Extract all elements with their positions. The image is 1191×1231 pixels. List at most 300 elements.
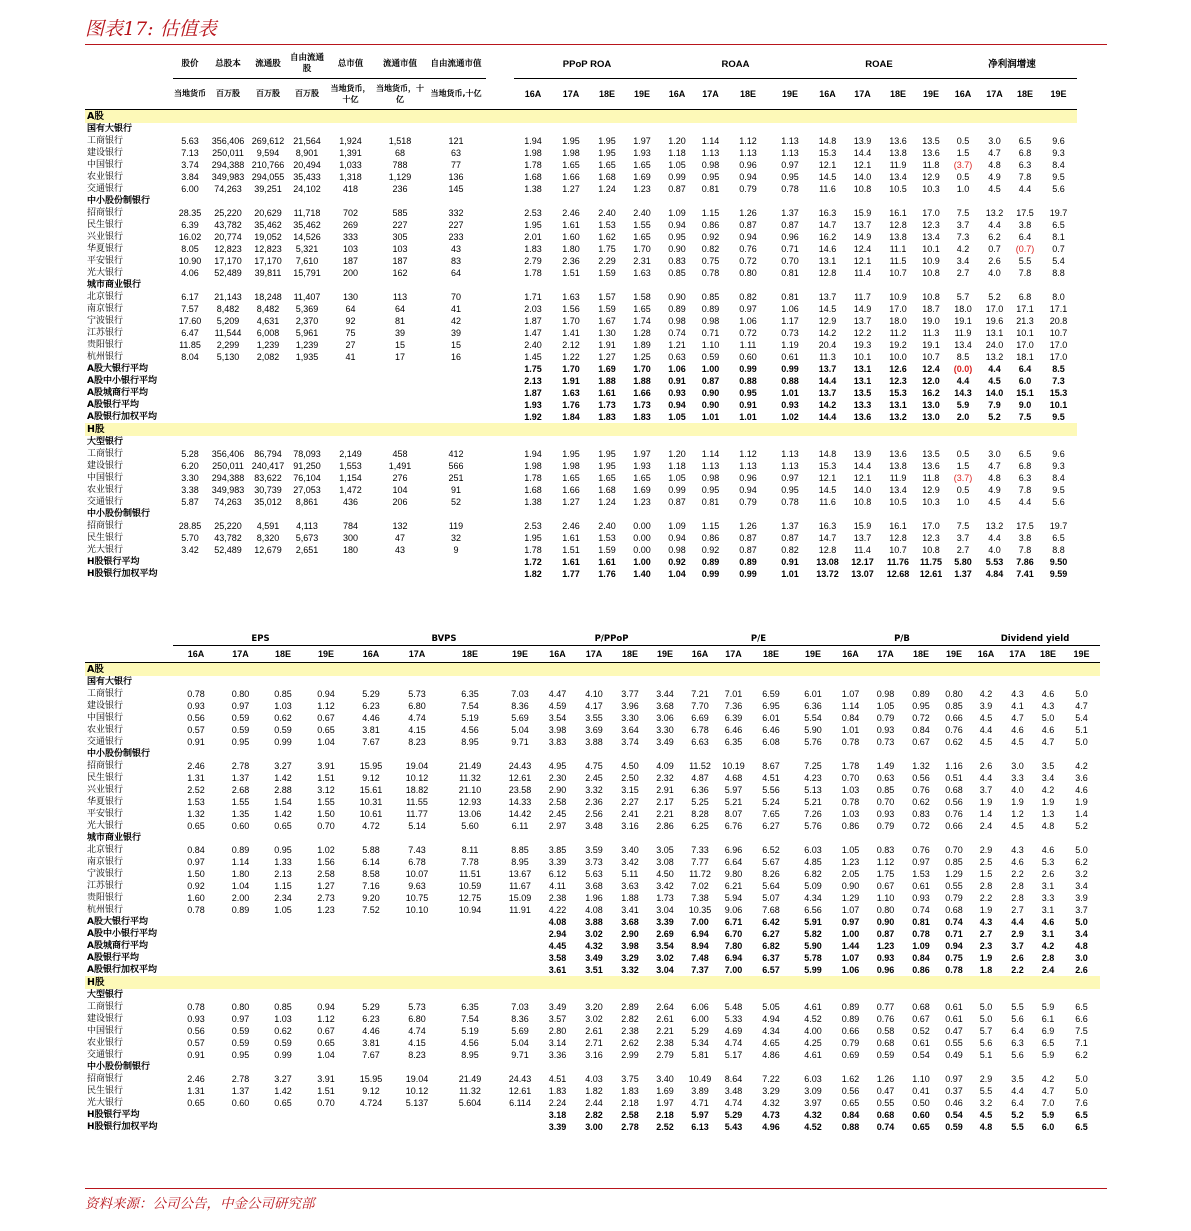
- bank-row: [85, 892, 1100, 904]
- year-header: 18E: [1010, 79, 1040, 110]
- value-cell: [287, 568, 327, 580]
- value-cell: 5.6: [1052, 183, 1065, 194]
- value-cell: 0.99: [668, 171, 686, 182]
- value-cell: 6.1: [1041, 1013, 1055, 1024]
- value-cell: 5.5: [1011, 1001, 1024, 1012]
- value-cell: 68: [394, 147, 405, 158]
- value-cell: 0.86: [841, 820, 860, 831]
- value-cell: 4.34: [762, 1025, 780, 1036]
- value-cell: 1.50: [317, 808, 335, 819]
- value-cell: 11.91: [509, 904, 531, 915]
- bank-row: [85, 327, 1077, 339]
- value-cell: 0.37: [945, 1085, 963, 1096]
- value-cell: 13.5: [922, 135, 940, 146]
- value-cell: 11.32: [459, 772, 481, 783]
- value-cell: 5.29: [724, 1109, 743, 1120]
- value-cell: 2.53: [524, 520, 542, 531]
- value-cell: 349,983: [211, 484, 245, 495]
- bank-row: [85, 207, 1077, 219]
- year-header: 19E: [624, 79, 660, 110]
- value-cell: 10.12: [405, 1085, 429, 1096]
- value-cell: 1.82: [585, 1085, 603, 1096]
- value-cell: 5.19: [461, 712, 479, 723]
- value-cell: 2,299: [216, 339, 240, 350]
- value-cell: 5.9: [1041, 1109, 1055, 1120]
- value-cell: 5.0: [1075, 916, 1088, 927]
- value-cell: 7.68: [762, 904, 780, 915]
- value-cell: 0.72: [739, 327, 757, 338]
- value-cell: 1.78: [841, 760, 860, 771]
- average-row: [85, 1109, 1100, 1121]
- value-cell: 3.40: [656, 1073, 674, 1084]
- value-cell: [207, 363, 249, 375]
- value-cell: 0.55: [876, 1097, 895, 1108]
- value-cell: 5.28: [181, 448, 199, 459]
- value-cell: 0.91: [187, 1049, 205, 1060]
- value-cell: 70: [450, 291, 461, 302]
- value-cell: 14.9: [853, 231, 872, 242]
- value-cell: 1.12: [739, 135, 757, 146]
- value-cell: 0.61: [781, 351, 799, 362]
- column-header: 自由流通股: [287, 50, 327, 79]
- header-row-names: [85, 50, 1077, 79]
- value-cell: 4.8: [1075, 940, 1088, 951]
- value-cell: 2.8: [979, 880, 993, 891]
- value-cell: 0.84: [912, 724, 930, 735]
- value-cell: 16.3: [818, 207, 837, 218]
- value-cell: 4.08: [585, 904, 603, 915]
- value-cell: 1.57: [598, 291, 616, 302]
- value-cell: [374, 556, 426, 568]
- bank-row: [85, 688, 1100, 700]
- value-cell: 7.5: [956, 520, 970, 531]
- value-cell: 3.74: [621, 736, 639, 747]
- value-cell: 1,318: [339, 171, 362, 182]
- value-cell: 0.67: [317, 712, 335, 723]
- unit-header: 百万股: [207, 79, 249, 110]
- value-cell: 0.61: [945, 1001, 963, 1012]
- value-cell: 83,622: [254, 472, 282, 483]
- value-cell: 3.27: [274, 760, 292, 771]
- value-cell: 4.6: [1041, 844, 1055, 855]
- value-cell: 18.0: [889, 315, 907, 326]
- value-cell: 0.63: [876, 772, 895, 783]
- value-cell: 1,924: [339, 135, 362, 146]
- value-cell: 0.66: [945, 820, 963, 831]
- value-cell: 0.75: [945, 952, 963, 963]
- value-cell: 0.78: [841, 736, 860, 747]
- value-cell: 6.2: [988, 231, 1001, 242]
- value-cell: 1.23: [633, 496, 651, 507]
- value-cell: 11,407: [293, 291, 321, 302]
- value-cell: 11.76: [886, 556, 910, 567]
- value-cell: 6.4: [1018, 231, 1032, 242]
- value-cell: 0.99: [701, 568, 720, 579]
- value-cell: 0.65: [317, 724, 335, 735]
- value-cell: 2.21: [656, 808, 674, 819]
- value-cell: 0.70: [317, 1097, 335, 1108]
- value-cell: [287, 411, 327, 423]
- value-cell: 1.62: [841, 1073, 860, 1084]
- value-cell: 4.23: [804, 772, 822, 783]
- value-cell: 6.52: [762, 844, 780, 855]
- value-cell: 1.38: [524, 183, 542, 194]
- value-cell: 0.52: [912, 1025, 930, 1036]
- value-cell: 0.70: [876, 796, 895, 807]
- value-cell: 0.5: [956, 171, 970, 182]
- value-cell: 1.69: [633, 484, 651, 495]
- value-cell: 2.38: [656, 1037, 674, 1048]
- value-cell: 9.5: [1052, 411, 1065, 422]
- value-cell: 1.17: [781, 315, 799, 326]
- value-cell: 6.27: [762, 928, 780, 939]
- value-cell: 39,251: [254, 183, 282, 194]
- value-cell: 2.8: [1041, 952, 1055, 963]
- value-cell: 17.0: [922, 207, 940, 218]
- value-cell: 11.6: [819, 496, 836, 507]
- value-cell: 0.84: [187, 844, 205, 855]
- value-cell: 13.4: [889, 484, 907, 495]
- value-cell: 0.89: [912, 688, 930, 699]
- value-cell: 11.3: [922, 327, 940, 338]
- value-cell: 0.57: [187, 724, 205, 735]
- value-cell: 7.33: [691, 844, 709, 855]
- value-cell: 12.93: [458, 796, 482, 807]
- value-cell: 10.1: [1016, 327, 1034, 338]
- value-cell: 11.4: [854, 267, 871, 278]
- row-label: 中小股份制银行: [87, 508, 151, 519]
- value-cell: 3.40: [621, 844, 639, 855]
- value-cell: 4.32: [804, 1109, 822, 1120]
- value-cell: 10.0: [889, 351, 907, 362]
- value-cell: 15.95: [359, 760, 383, 771]
- bank-row: [85, 760, 1100, 772]
- value-cell: 1.95: [598, 448, 616, 459]
- value-cell: 0.65: [841, 1097, 860, 1108]
- value-cell: 21.3: [1016, 315, 1034, 326]
- value-cell: 1.9: [979, 952, 993, 963]
- value-cell: 0.70: [317, 820, 335, 831]
- value-cell: 0.88: [841, 1121, 860, 1132]
- value-cell: 2.45: [548, 808, 567, 819]
- value-cell: 1.23: [841, 856, 860, 867]
- value-cell: 5.6: [1011, 1049, 1024, 1060]
- value-cell: 11.85: [179, 339, 201, 350]
- value-cell: 6.36: [804, 700, 822, 711]
- value-cell: 9,594: [256, 147, 280, 158]
- value-cell: 6.8: [1018, 291, 1032, 302]
- value-cell: 1.65: [633, 231, 651, 242]
- value-cell: [207, 568, 249, 580]
- value-cell: 0.78: [187, 1001, 205, 1012]
- value-cell: 12.4: [922, 363, 940, 374]
- value-cell: 10.75: [405, 892, 429, 903]
- value-cell: 3.77: [621, 688, 639, 699]
- year-header: 17A: [575, 646, 613, 663]
- value-cell: 1.40: [633, 568, 651, 579]
- value-cell: 1.69: [598, 363, 616, 374]
- value-cell: 305: [392, 231, 408, 242]
- value-cell: [262, 1121, 304, 1133]
- value-cell: 6.80: [408, 700, 426, 711]
- value-cell: 11.75: [919, 556, 943, 567]
- value-cell: 4.5: [988, 375, 1001, 386]
- value-cell: [207, 411, 249, 423]
- value-cell: 1.07: [841, 688, 860, 699]
- value-cell: 17: [394, 351, 405, 362]
- value-cell: [262, 940, 304, 952]
- value-cell: 5.64: [762, 880, 780, 891]
- value-cell: 0.68: [945, 784, 963, 795]
- value-cell: 1.97: [656, 1097, 674, 1108]
- value-cell: 5.0: [1041, 712, 1055, 723]
- value-cell: 1.70: [633, 363, 651, 374]
- value-cell: 13.6: [922, 147, 940, 158]
- group-header: PPoP ROA: [514, 50, 660, 79]
- value-cell: 0.59: [876, 1049, 895, 1060]
- value-cell: 1.69: [633, 171, 651, 182]
- value-cell: 0.95: [231, 1049, 250, 1060]
- value-cell: 14.4: [818, 375, 837, 386]
- row-label: 中国银行: [87, 712, 124, 723]
- value-cell: 1.06: [781, 303, 799, 314]
- year-header: 16A: [173, 646, 219, 663]
- value-cell: 2.71: [585, 1037, 603, 1048]
- value-cell: 1.41: [562, 327, 580, 338]
- value-cell: 2.5: [979, 856, 993, 867]
- value-cell: 6.23: [362, 700, 380, 711]
- value-cell: 7.65: [762, 808, 780, 819]
- value-cell: 0.79: [739, 183, 757, 194]
- value-cell: 2.53: [524, 207, 542, 218]
- value-cell: 5.90: [804, 940, 822, 951]
- value-cell: 0.86: [701, 219, 720, 230]
- value-cell: 4.51: [548, 1073, 567, 1084]
- value-cell: 13.1: [853, 363, 872, 374]
- value-cell: 0.95: [912, 700, 930, 711]
- value-cell: 17.0: [1049, 351, 1068, 362]
- value-cell: 3.16: [585, 1049, 603, 1060]
- value-cell: 3.9: [979, 700, 993, 711]
- value-cell: 3.68: [585, 880, 603, 891]
- value-cell: 1.83: [524, 243, 542, 254]
- value-cell: 12.1: [853, 472, 872, 483]
- value-cell: 5.43: [724, 1121, 743, 1132]
- value-cell: 4.4: [1011, 1085, 1024, 1096]
- value-cell: 5.29: [362, 688, 380, 699]
- value-cell: 1.26: [876, 1073, 895, 1084]
- value-cell: 3.48: [724, 1085, 743, 1096]
- value-cell: 14.6: [818, 243, 837, 254]
- value-cell: 5.80: [954, 556, 972, 567]
- value-cell: 6.5: [1018, 448, 1032, 459]
- value-cell: 0.78: [945, 964, 963, 975]
- value-cell: 1.23: [633, 183, 651, 194]
- value-cell: 2.97: [548, 820, 567, 831]
- row-label: A股中小银行平均: [87, 928, 157, 939]
- value-cell: 4.45: [548, 940, 567, 951]
- value-cell: 4,591: [256, 520, 280, 531]
- value-cell: 19.6: [985, 315, 1004, 326]
- value-cell: 5.24: [762, 796, 780, 807]
- value-cell: 3.74: [181, 159, 199, 170]
- value-cell: 7.22: [762, 1073, 780, 1084]
- value-cell: 276: [392, 472, 408, 483]
- value-cell: 5.76: [804, 736, 822, 747]
- bank-row: [85, 1013, 1100, 1025]
- value-cell: 32: [450, 532, 461, 543]
- value-cell: 1.13: [781, 135, 799, 146]
- value-cell: 12.6: [889, 363, 907, 374]
- value-cell: 7.16: [362, 880, 380, 891]
- row-label: 民生银行: [87, 1085, 124, 1096]
- value-cell: 6.59: [762, 688, 780, 699]
- value-cell: 0.60: [231, 1097, 250, 1108]
- value-cell: 2.13: [274, 868, 292, 879]
- year-header: 19E: [1063, 646, 1100, 663]
- unit-header: 当地货币，十亿: [327, 79, 374, 110]
- value-cell: 2.94: [548, 928, 567, 939]
- value-cell: 4.5: [979, 1109, 993, 1120]
- value-cell: 1.59: [598, 267, 616, 278]
- value-cell: 0.94: [668, 532, 686, 543]
- value-cell: 1.01: [781, 568, 799, 579]
- value-cell: 4.6: [1041, 916, 1055, 927]
- value-cell: 1.04: [231, 880, 250, 891]
- value-cell: 9.06: [724, 904, 743, 915]
- value-cell: [440, 1109, 500, 1121]
- value-cell: 7.67: [362, 736, 380, 747]
- value-cell: 2.30: [548, 772, 567, 783]
- value-cell: 1.09: [912, 940, 930, 951]
- value-cell: 1.31: [187, 772, 205, 783]
- bank-row: [85, 784, 1100, 796]
- value-cell: 10.8: [922, 267, 940, 278]
- valuation-table-top: [85, 50, 1077, 580]
- value-cell: 21.10: [458, 784, 482, 795]
- value-cell: 8.8: [1052, 267, 1065, 278]
- value-cell: 0.67: [912, 1013, 930, 1024]
- value-cell: 6.00: [691, 1013, 709, 1024]
- value-cell: 1.73: [633, 399, 651, 410]
- value-cell: 6.5: [1075, 1109, 1088, 1120]
- value-cell: 1.78: [524, 472, 542, 483]
- value-cell: 5.33: [724, 1013, 743, 1024]
- value-cell: 0.78: [841, 796, 860, 807]
- value-cell: 2.46: [562, 520, 580, 531]
- value-cell: 3.0: [988, 448, 1001, 459]
- value-cell: 0.98: [701, 159, 720, 170]
- value-cell: 5.73: [408, 688, 426, 699]
- value-cell: 269: [342, 219, 359, 230]
- value-cell: [500, 964, 540, 976]
- value-cell: 7.02: [691, 880, 709, 891]
- value-cell: 0.70: [945, 844, 963, 855]
- value-cell: 0.99: [781, 363, 799, 374]
- value-cell: 1.07: [841, 904, 860, 915]
- value-cell: 6.94: [691, 928, 709, 939]
- value-cell: 1.65: [598, 159, 616, 170]
- value-cell: (3.7): [953, 472, 973, 483]
- value-cell: 11.32: [459, 1085, 481, 1096]
- value-cell: 0.68: [945, 904, 963, 915]
- value-cell: 1.9: [979, 904, 993, 915]
- value-cell: 1.95: [562, 448, 580, 459]
- value-cell: 2.73: [317, 892, 335, 903]
- value-cell: 0.61: [912, 880, 930, 891]
- value-cell: 17.0: [1049, 339, 1068, 350]
- value-cell: 1.37: [781, 520, 799, 531]
- market-header-row: [85, 423, 1077, 436]
- value-cell: 1,935: [295, 351, 319, 362]
- value-cell: 4.4: [988, 532, 1001, 543]
- value-cell: 0.74: [945, 916, 963, 927]
- value-cell: 10.1: [853, 351, 872, 362]
- value-cell: [219, 1109, 262, 1121]
- row-label: 建设银行: [87, 700, 124, 711]
- value-cell: [440, 952, 500, 964]
- value-cell: 0.98: [668, 544, 686, 555]
- value-cell: 0.95: [701, 171, 720, 182]
- value-cell: 1.88: [621, 892, 639, 903]
- value-cell: 14.4: [818, 411, 837, 422]
- value-cell: 0.95: [739, 387, 757, 398]
- value-cell: 2.7: [1011, 904, 1024, 915]
- value-cell: 12.61: [508, 772, 532, 783]
- value-cell: 2.36: [562, 255, 580, 266]
- value-cell: 6.70: [724, 928, 743, 939]
- value-cell: 0.89: [739, 556, 757, 567]
- value-cell: 0.70: [841, 772, 860, 783]
- value-cell: 5.4: [1075, 712, 1088, 723]
- value-cell: 1.68: [598, 171, 616, 182]
- value-cell: 3.81: [362, 1037, 380, 1048]
- value-cell: 0.99: [739, 363, 757, 374]
- value-cell: 7.86: [1016, 556, 1034, 567]
- value-cell: 0.78: [187, 904, 205, 915]
- value-cell: 0.99: [274, 1049, 292, 1060]
- value-cell: 21,564: [293, 135, 321, 146]
- value-cell: 1.94: [524, 135, 542, 146]
- value-cell: 3.9: [1075, 892, 1088, 903]
- value-cell: 3.75: [621, 1073, 639, 1084]
- value-cell: 1.69: [656, 1085, 674, 1096]
- value-cell: 25,220: [214, 520, 242, 531]
- value-cell: 19.04: [405, 1073, 429, 1084]
- value-cell: 6.35: [724, 736, 743, 747]
- value-cell: 4.71: [691, 1097, 709, 1108]
- value-cell: 0.62: [274, 1025, 292, 1036]
- value-cell: 1.49: [876, 760, 895, 771]
- year-header: 16A: [348, 646, 394, 663]
- value-cell: 3.08: [656, 856, 674, 867]
- value-cell: 1.3: [1041, 808, 1055, 819]
- value-cell: 0.79: [876, 820, 895, 831]
- value-cell: 12.8: [889, 532, 907, 543]
- value-cell: 6.03: [804, 844, 822, 855]
- value-cell: 0.95: [668, 231, 686, 242]
- value-cell: 4.7: [988, 460, 1001, 471]
- value-cell: [207, 399, 249, 411]
- value-cell: 0.55: [945, 1037, 963, 1048]
- value-cell: 2,651: [295, 544, 319, 555]
- value-cell: 1.78: [524, 544, 542, 555]
- value-cell: 0.00: [633, 520, 651, 531]
- value-cell: 0.92: [701, 231, 720, 242]
- bank-row: [85, 1097, 1100, 1109]
- value-cell: 52: [450, 496, 461, 507]
- value-cell: 12,823: [254, 243, 282, 254]
